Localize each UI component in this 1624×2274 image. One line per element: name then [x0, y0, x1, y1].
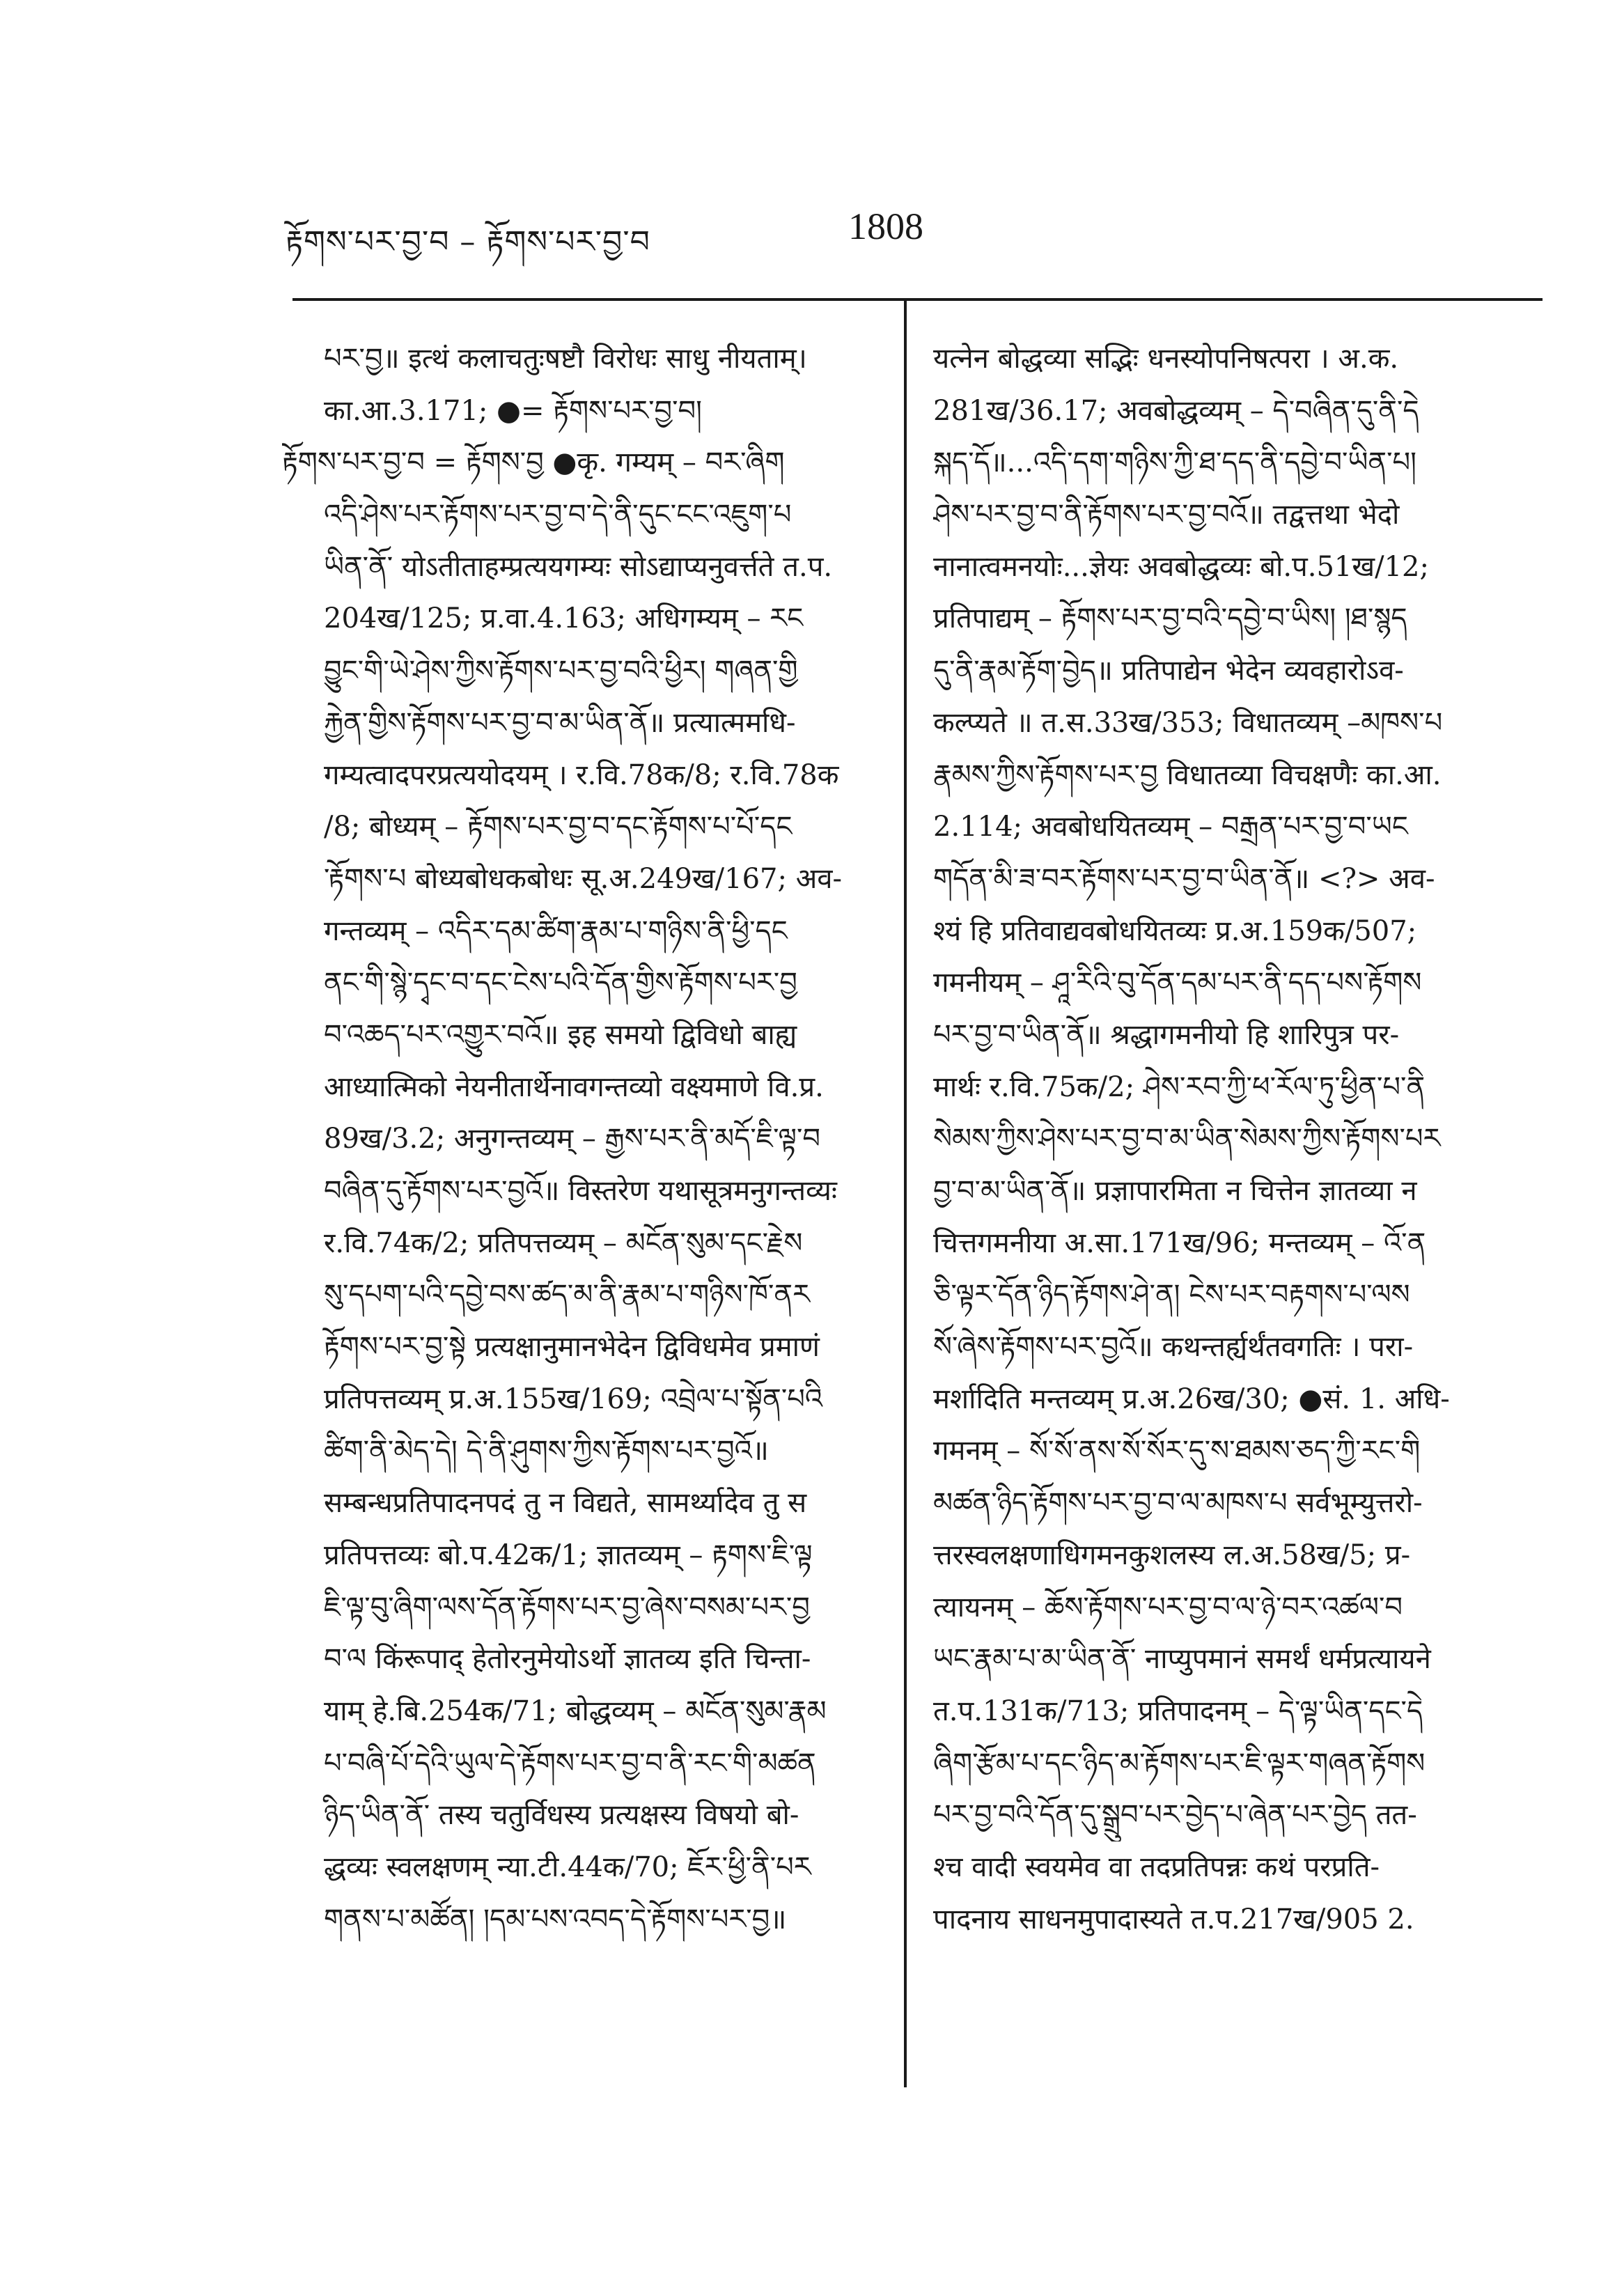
text-line: सम्बन्धप्रतिपादनपदं तु न विद्यते, सामर्थ्यादेव तु स [324, 1487, 807, 1520]
text-line: पादनाय साधनमुपादास्यते त.प.217ख/905 2. [933, 1903, 1414, 1936]
text-line: རྟོགས་པར་བྱ་བ = རྟོགས་བྱ ●कृ. गम्यम् – བར་ཞིག [282, 446, 785, 479]
text-line: का.आ.3.171; ●= རྟོགས་པར་བྱ་བ། [324, 394, 703, 427]
text-line: प्रतिपत्तव्यम् प्र.अ.155ख/169; འབྲེལ་པ་སྟོན་པའི [324, 1383, 823, 1415]
text-line: ཤེས་པར་བྱ་བ་ནི་རྟོགས་པར་བྱ་བའོ॥ तद्वत्तथा भेदो [933, 499, 1400, 531]
text-line: ཉིད་ཡིན་ནོ་ तस्य चतुर्विधस्य प्रत्यक्षस्य विषयो बो- [324, 1799, 799, 1832]
text-line: त्तरस्वलक्षणाधिगमनकुशलस्य ल.अ.58ख/5; प्र- [933, 1539, 1411, 1571]
text-line: བྱུང་གི་ཡེ་ཤེས་ཀྱིས་རྟོགས་པར་བྱ་བའི་ཕྱིར། གཞན་གྱི [324, 655, 798, 687]
text-line: པར་བྱ་བའི་དོན་དུ་སྒྲུབ་པར་བྱེད་པ་ཞེན་པར་བྱེད तत- [933, 1799, 1417, 1832]
text-line: རྣམས་ཀྱིས་རྟོགས་པར་བྱ विधातव्या विचक्षणैः का.आ. [933, 758, 1442, 791]
text-line: मार्थः र.वि.75क/2; ཤེས་རབ་ཀྱི་ཕ་རོལ་ཏུ་ཕྱིན་པ་ནི [933, 1070, 1426, 1103]
text-line: འདི་ཤེས་པར་རྟོགས་པར་བྱ་བ་དེ་ནི་དུང་ངང་འཇུག་པ [324, 499, 792, 531]
text-line: 2.114; अवबोधयितव्यम् – བརྒྲན་པར་བྱ་བ་ཡང [933, 811, 1408, 843]
text-line: ཞིག་རྩོམ་པ་དང་ཉིད་མ་རྟོགས་པར་ཇི་ལྟར་གཞན་རྟོགས [933, 1747, 1426, 1780]
text-line: སུ་དཔག་པའི་དབྱེ་བས་ཚད་མ་ནི་རྣམ་པ་གཉིས་ཁོ་ནར [324, 1279, 810, 1311]
text-line: प्रतिपत्तव्यः बो.प.42क/1; ज्ञातव्यम् – རྟགས་ཇི་ལྟ [324, 1539, 813, 1571]
text-line: རྐྱེན་གྱིས་རྟོགས་པར་བྱ་བ་མ་ཡིན་ནོ॥ प्रत्यात्ममधि- [324, 706, 796, 739]
text-line: གདོན་མི་ཟ་བར་རྟོགས་པར་བྱ་བ་ཡིན་ནོ॥ <?> अव- [933, 862, 1435, 895]
text-line: སེམས་ཀྱིས་ཤེས་པར་བྱ་བ་མ་ཡིན་སེམས་ཀྱིས་རྟོགས་པར [933, 1123, 1441, 1155]
text-line: ཇི་ལྟ་བུ་ཞིག་ལས་དོན་རྟོགས་པར་བྱ་ཞེས་བསམ་པར་བྱ [324, 1591, 810, 1623]
text-line: नानात्वमनयोः...ज्ञेयः अवबोद्धव्यः बो.प.51ख/12; [933, 550, 1429, 583]
text-line: བ་ལ किंरूपाद् हेतोरनुमेयोऽर्थो ज्ञातव्य इति चिन्ता- [324, 1643, 811, 1676]
text-line: པར་བྱ॥ इत्थं कलाचतुःषष्टौ विरोधः साधु नीयताम्। [324, 343, 807, 375]
text-line: 89ख/3.2; अनुगन्तव्यम् – རྒྱས་པར་ནི་མདོ་ཇི་ལྟ་བ [324, 1123, 821, 1155]
text-line: प्रतिपाद्यम् – རྟོགས་པར་བྱ་བའི་དབྱེ་བ་ཡིས། །ཐ་སྙད [933, 602, 1407, 635]
text-line: ཡིན་ནོ་ योऽतीताहम्प्रत्ययगम्यः सोऽद्याप्यनुवर्त्तते त.प. [324, 550, 833, 583]
text-line: त.प.131क/713; प्रतिपादनम् – དེ་ལྟ་ཡིན་དང་དེ [933, 1695, 1423, 1727]
text-line: ཚིག་ནི་མེད་དེ། དེ་ནི་ཤུགས་ཀྱིས་རྟོགས་པར་བྱའོ॥ [324, 1435, 769, 1467]
text-line: རྟོགས་པར་བྱ་སྟེ प्रत्यक्षानुमानभेदेन द्विविधमेव प्रमाणं [324, 1331, 820, 1364]
column-divider [904, 301, 907, 2087]
header-rule [292, 298, 1543, 301]
text-line: गन्तव्यम् – འདིར་དམ་ཚིག་རྣམ་པ་གཉིས་ནི་ཕྱི་དང [324, 914, 788, 947]
text-line: 281ख/36.17; अवबोद्धव्यम् – དེ་བཞིན་དུ་ནི་དེ [933, 394, 1419, 427]
text-line: བ་འཆད་པར་འགྱུར་བའོ॥ इह समयो द्विविधो बाह्य [324, 1018, 797, 1051]
text-line: མཚན་ཉིད་རྟོགས་པར་བྱ་བ་ལ་མཁས་པ सर्वभूम्युत्तरो- [933, 1487, 1423, 1520]
text-line: དུ་ནི་རྣམ་རྟོག་བྱེད॥ प्रतिपाद्येन भेदेन व्यवहारोऽव- [933, 655, 1404, 687]
text-line: སོ་ཞེས་རྟོགས་པར་བྱའོ॥ कथन्तर्ह्यर्थंतवगतिः । परा- [933, 1331, 1414, 1364]
text-line: याम् हे.बि.254क/71; बोद्धव्यम् – མངོན་སུམ་རྣམ [324, 1695, 827, 1727]
text-line: པ་བཞི་པོ་དེའི་ཡུལ་དེ་རྟོགས་པར་བྱ་བ་ནི་རང་གི་མཚན [324, 1747, 816, 1780]
text-line: श्च वादी स्वयमेव वा तदप्रतिपन्नः कथं परप्रति- [933, 1851, 1380, 1883]
text-line: ་རྟོགས་པ बोध्यबोधकबोधः सू.अ.249ख/167; अव- [324, 862, 843, 895]
text-line: ནང་གི་སྙེ་དྭང་བ་དང་ངེས་པའི་དོན་གྱིས་རྟོགས་པར་བྱ [324, 967, 797, 999]
text-line: त्यायनम् – ཆོས་རྟོགས་པར་བྱ་བ་ལ་ཉེ་བར་འཚལ་བ [933, 1591, 1403, 1623]
page-number: 1808 [848, 205, 923, 247]
text-line: यत्नेन बोद्धव्या सद्भिः धनस्योपनिषत्परा । अ.क. [933, 343, 1399, 375]
text-line: द्धव्यः स्वलक्षणम् न्या.टी.44क/70; ཇོར་ཕྱི་ནི་པར [324, 1851, 811, 1883]
text-line: གནས་པ་མཚོན། །དམ་པས་འབད་དེ་རྟོགས་པར་བྱ॥ [324, 1903, 787, 1936]
text-line: 204ख/125; प्र.वा.4.163; अधिगम्यम् – རང [324, 602, 804, 635]
text-line: गमनीयम् – ཤཱ་རིའི་བུ་དོན་དམ་པར་ནི་དད་པས་རྟོགས [933, 967, 1422, 999]
text-line: चित्तगमनीया अ.सा.171ख/96; मन्तव्यम् – འོ་ན [933, 1226, 1426, 1259]
text-line: ཡང་རྣམ་པ་མ་ཡིན་ནོ་ नाप्युपमानं समर्थं धर्मप्रत्यायने [933, 1643, 1431, 1676]
text-line: ཅི་ལྟར་དོན་ཉིད་རྟོགས་ཤེ་ན། ངེས་པར་བརྟགས་པ་ལས [933, 1279, 1410, 1311]
text-line: བཞིན་དུ་རྟོགས་པར་བྱའོ॥ विस्तरेण यथासूत्रमनुगन्तव्यः [324, 1175, 837, 1207]
text-line: कल्प्यते ॥ त.स.33ख/353; विधातव्यम् –མཁས་པ [933, 706, 1443, 739]
running-headword: རྟོགས་པར་བྱ་བ – རྟོགས་པར་བྱ་བ [286, 224, 650, 260]
text-line: श्यं हि प्रतिवाद्यवबोधयितव्यः प्र.अ.159क/507; [933, 914, 1417, 947]
text-line: मर्शादिति मन्तव्यम् प्र.अ.26ख/30; ●सं. 1. अधि- [933, 1383, 1450, 1415]
text-line: आध्यात्मिको नेयनीतार्थेनावगन्तव्यो वक्ष्यमाणे वि.प्र. [324, 1070, 824, 1103]
text-line: བྱ་བ་མ་ཡིན་ནོ॥ प्रज्ञापारमिता न चित्तेन ज्ञातव्या न [933, 1175, 1417, 1207]
text-line: र.वि.74क/2; प्रतिपत्तव्यम् – མངོན་སུམ་དང་རྗེས [324, 1226, 803, 1259]
left-column [282, 333, 888, 1945]
text-line: པར་བྱ་བ་ཡིན་ནོ॥ श्रद्धागमनीयो हि शारिपुत्र पर- [933, 1018, 1400, 1051]
text-line: गम्यत्वादपरप्रत्ययोदयम् । र.वि.78क/8; र.वि.78क [324, 758, 839, 791]
right-column [933, 333, 1539, 1945]
text-line: སྐད་དོ॥...འདི་དག་གཉིས་ཀྱི་ཐ་དད་ནི་དབྱེ་བ་ཡིན་པ། [933, 446, 1417, 479]
text-line: /8; बोध्यम् – རྟོགས་པར་བྱ་བ་དང་རྟོགས་པ་པོ་དང [324, 811, 793, 843]
text-line: गमनम् – སོ་སོ་ནས་སོ་སོར་དུ་ས་ཐམས་ཅད་ཀྱི་རང་གི [933, 1435, 1421, 1467]
